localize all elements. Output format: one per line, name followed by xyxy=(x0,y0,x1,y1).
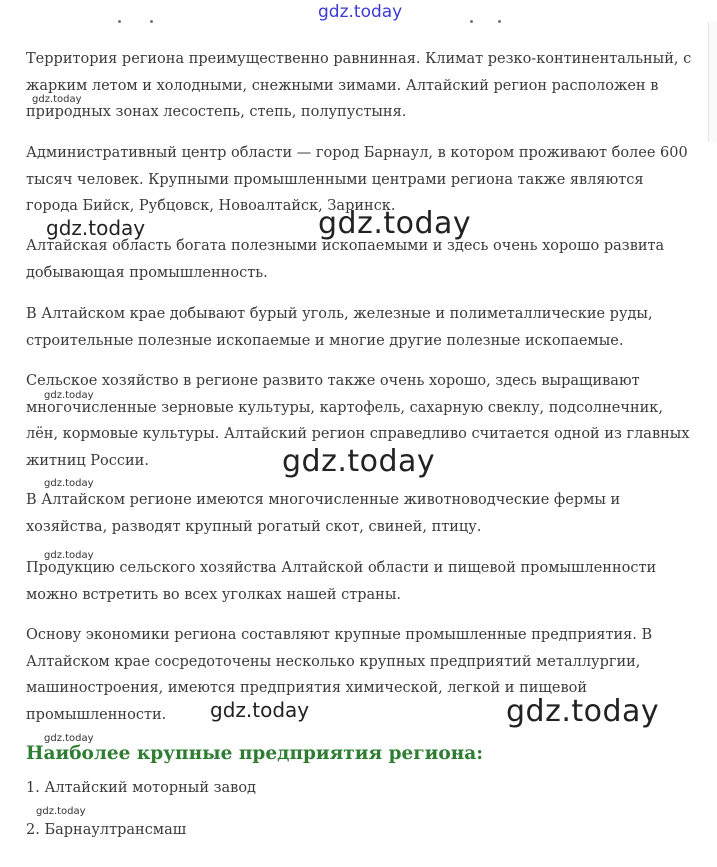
watermark-large: gdz.today xyxy=(318,206,472,241)
paragraph-capital: Административный центр области — город Барнаул, в котором проживают более 600 тысяч человек. Крупными промышленными центрами региона также являются города Бийск, Рубцовск, Новоалтайск, Заринск. xyxy=(26,145,688,214)
paragraph-mining: В Алтайском крае добывают бурый уголь, железные и полиметаллические руды, строительные полезные ископаемые и многие другие полезные ископаемые. xyxy=(26,306,653,349)
watermark-small: gdz.today xyxy=(44,733,94,744)
watermark-small: gdz.today xyxy=(44,550,94,561)
list-item: 2. Барнаултрансмаш xyxy=(26,822,187,838)
watermark-small: gdz.today xyxy=(36,806,86,817)
watermark-small: gdz.today xyxy=(44,390,94,401)
watermark-top: gdz.today xyxy=(318,2,403,22)
cutoff-mark xyxy=(150,20,153,23)
watermark-medium: gdz.today xyxy=(46,216,146,240)
paragraph-minerals: Алтайская область богата полезными ископаемыми и здесь очень хорошо развита добывающая промышленность. xyxy=(26,238,665,281)
paragraph-livestock: В Алтайском регионе имеются многочисленные животноводческие фермы и хозяйства, разводят крупный рогатый скот, свиней, птицу. xyxy=(26,492,621,535)
watermark-large: gdz.today xyxy=(282,444,436,479)
watermark-small: gdz.today xyxy=(44,478,94,489)
watermark-medium: gdz.today xyxy=(210,698,310,722)
list-item: 1. Алтайский моторный завод xyxy=(26,780,256,796)
paragraph-agriculture: Сельское хозяйство в регионе развито также очень хорошо, здесь выращивают многочисленные зерновые культуры, картофель, сахарную свеклу, подсолнечник, лён, кормовые культуры. Алтайский регион справедливо считается одной из главных житниц России. xyxy=(26,373,690,469)
paragraph-products: Продукцию сельского хозяйства Алтайской области и пищевой промышленности можно встретить во всех уголках нашей страны. xyxy=(26,560,657,603)
cutoff-mark xyxy=(498,20,501,23)
section-heading: Наиболее крупные предприятия региона: xyxy=(26,743,484,764)
right-edge-panel xyxy=(708,22,717,142)
paragraph-terrain: Территория региона преимущественно равнинная. Климат резко-континентальный, с жарким летом и холодными, снежными зимами. Алтайский регион расположен в природных зонах лесостепь, степь, полупустыня. xyxy=(26,51,692,120)
watermark-small: gdz.today xyxy=(32,94,82,105)
watermark-large: gdz.today xyxy=(506,694,660,729)
cutoff-mark xyxy=(470,20,473,23)
cutoff-mark xyxy=(118,20,121,23)
paragraph-industry: Основу экономики региона составляют крупные промышленные предприятия. В Алтайском крае сосредоточены несколько крупных предприятий металлургии, машиностроения, имеются предприятия химической, легкой и пищевой промышленности. xyxy=(26,627,653,723)
